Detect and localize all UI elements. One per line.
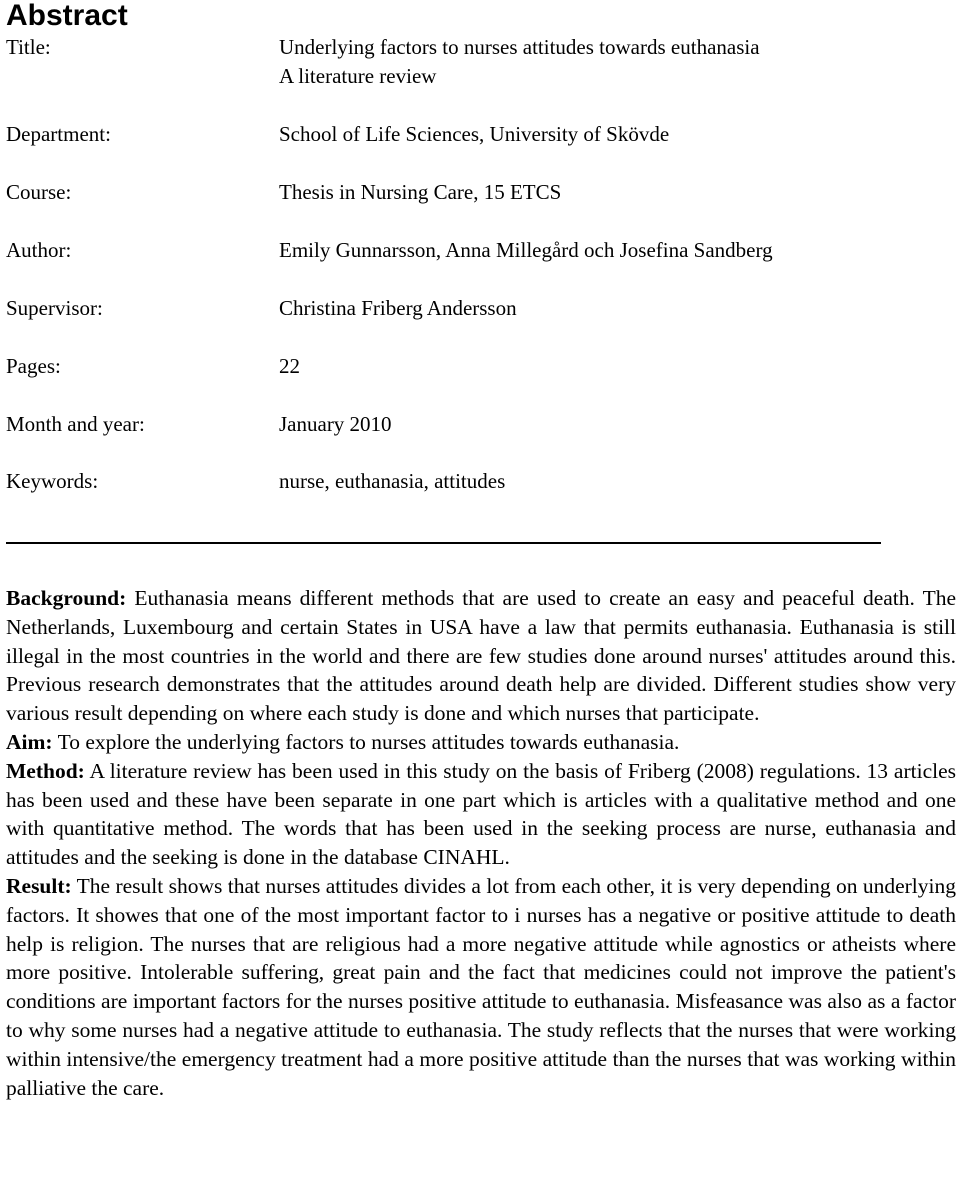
department-value: School of Life Sciences, University of Skövde [279,122,670,146]
page-heading: Abstract [6,0,128,32]
method-label: Method: [6,758,85,783]
method-paragraph [6,757,956,872]
background-paragraph [6,584,956,728]
method-text: A literature review has been used in this study on the basis of Friberg (2008) regulations. 13 articles has been used and these have been separate in one part which is articles with a qualitative method and one with quantitative method. The words that has been used in the seeking process are nurse, euthanasia and attitudes and the seeking is done in the database CINAHL. [6,758,956,870]
month-year-label: Month and year: [6,412,145,436]
aim-paragraph [6,728,956,757]
result-paragraph [6,872,956,1102]
background-text: Euthanasia means different methods that are used to create an easy and peaceful death. The Netherlands, Luxembourg and certain States in USA have a law that permits euthanasia. Euthanasia is still illegal in the most countries in the world and there are few studies done around nurses' attitudes around this. Previous research demonstrates that the attitudes around death help are divided. Different studies show very various result depending on where each study is done and which nurses that participate. [6,586,956,726]
result-text: The result shows that nurses attitudes divides a lot from each other, it is very depending on underlying factors. It showes that one of the most important factor to i nurses has a negative or positive attitude to death help is religion. The nurses that are religious had a more negative attitude while agnostics or atheists where more positive. Intolerable suffering, great pain and the fact that medicines could not improve the patient's conditions are important factors for the nurses positive attitude to euthanasia. Misfeasance was also as a factor to why some nurses had a negative attitude to euthanasia. The study reflects that the nurses that were working within intensive/the emergency treatment had a more positive attitude than the nurses that was working within palliative the care. [6,873,956,1100]
aim-text: To explore the underlying factors to nurses attitudes towards euthanasia. [52,729,680,754]
month-year-value: January 2010 [279,412,392,436]
keywords-value: nurse, euthanasia, attitudes [279,469,506,493]
pages-value: 22 [279,354,300,378]
title-value-line2: A literature review [279,64,437,88]
aim-label: Aim: [6,729,53,754]
course-value: Thesis in Nursing Care, 15 ETCS [279,180,562,204]
author-value: Emily Gunnarsson, Anna Millegård och Josefina Sandberg [279,238,773,262]
separator-rule [6,542,881,544]
abstract-body [6,584,956,1102]
course-label: Course: [6,180,72,204]
supervisor-value: Christina Friberg Andersson [279,296,517,320]
background-label: Background: [6,586,127,610]
title-label: Title: [6,35,51,59]
pages-label: Pages: [6,354,61,378]
supervisor-label: Supervisor: [6,296,103,320]
result-label: Result: [6,873,72,898]
keywords-label: Keywords: [6,469,99,493]
department-label: Department: [6,122,111,146]
title-value-line1: Underlying factors to nurses attitudes towards euthanasia [279,35,760,59]
author-label: Author: [6,238,72,262]
